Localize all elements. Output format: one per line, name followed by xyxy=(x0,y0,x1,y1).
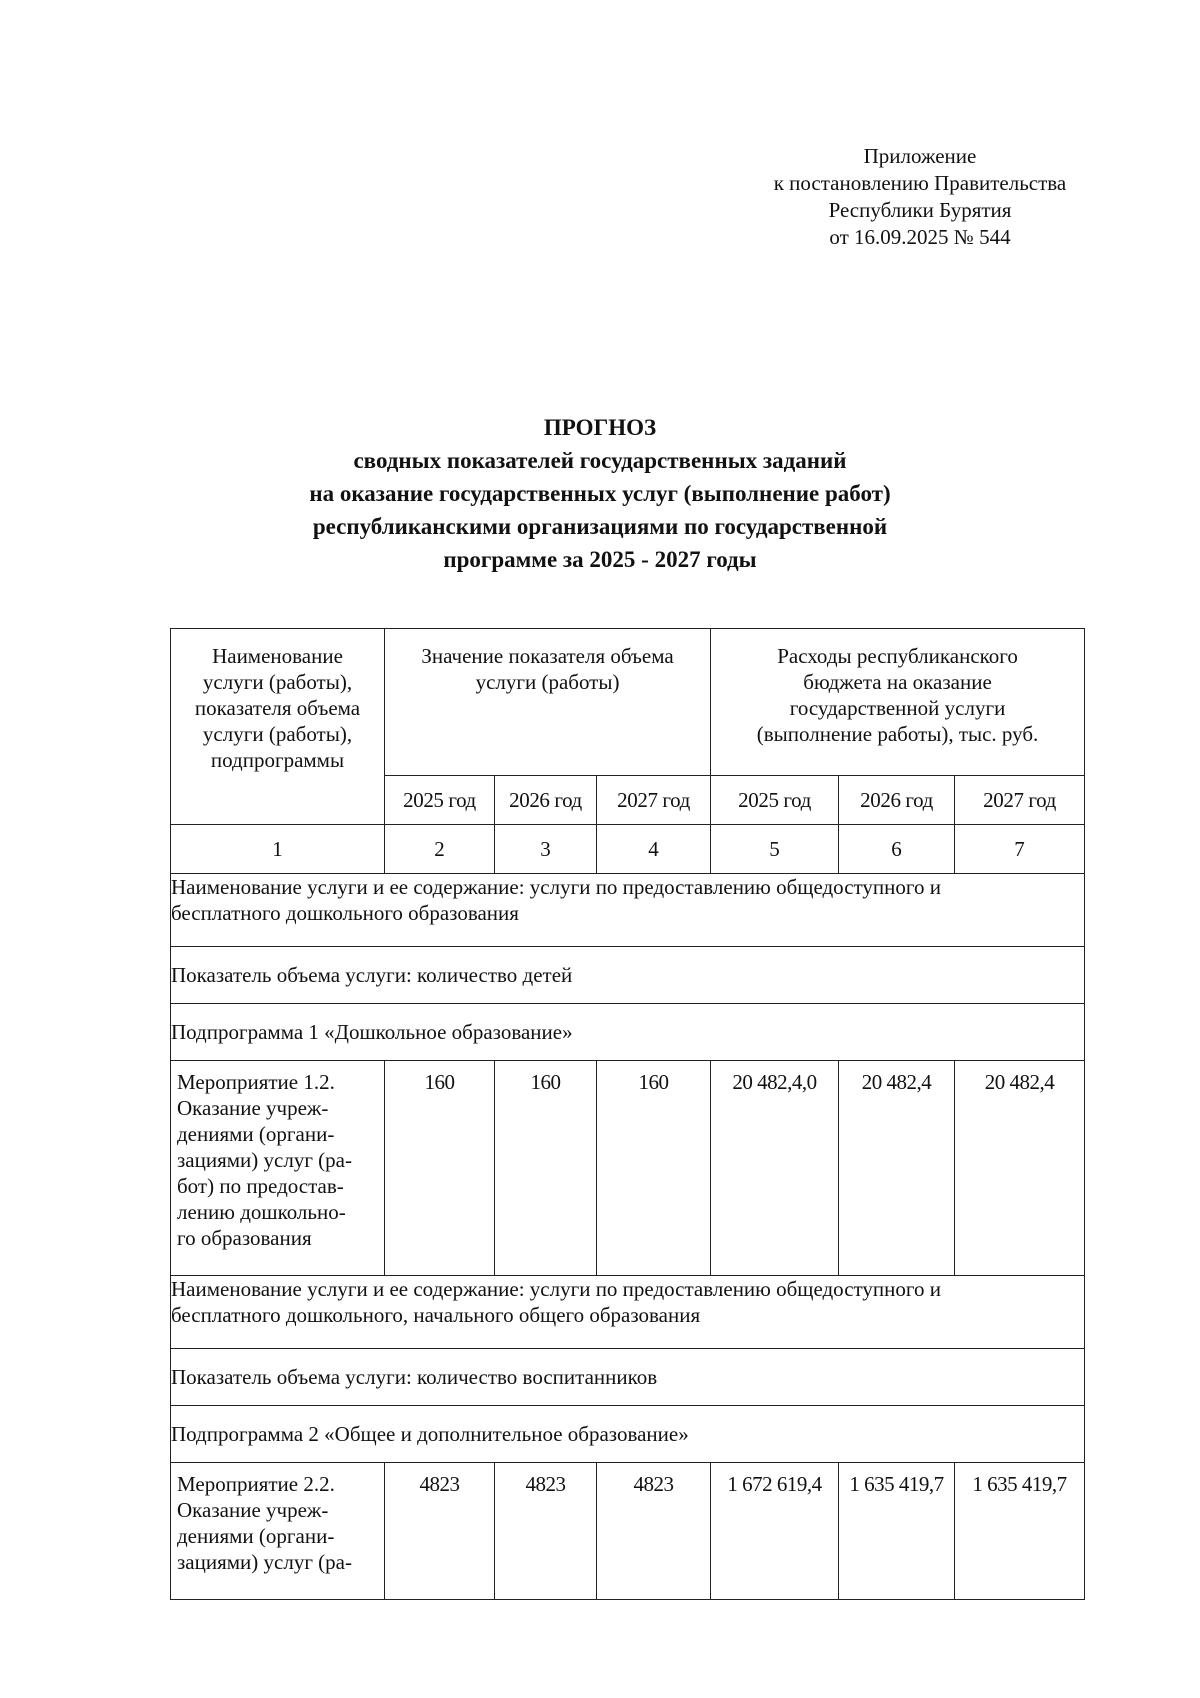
title-line: программе за 2025 - 2027 годы xyxy=(443,547,757,572)
event-line: Мероприятие 1.2. xyxy=(177,1070,335,1094)
value-cell: 4823 xyxy=(385,1463,495,1600)
service-line: Наименование услуги и ее содержание: услуги по предоставлению общедоступного и xyxy=(171,1277,941,1301)
column-number: 3 xyxy=(495,825,597,874)
table-header-row xyxy=(171,629,1085,776)
column-number: 1 xyxy=(171,825,385,874)
value-cell: 1 672 619,4 xyxy=(711,1463,839,1600)
header-line: Наименование xyxy=(212,644,343,668)
event-row xyxy=(171,1061,1085,1276)
title-line: сводных показателей государственных заданий xyxy=(353,448,847,473)
header-line: государственной услуги xyxy=(789,696,1006,720)
column-number: 7 xyxy=(955,825,1085,874)
year-cell: 2026 год xyxy=(839,776,955,825)
value-cell: 160 xyxy=(385,1061,495,1276)
value-cell: 4823 xyxy=(597,1463,711,1600)
title-line: на оказание государственных услуг (выполнение работ) xyxy=(309,481,891,506)
event-line: дениями (органи- xyxy=(177,1524,335,1548)
header-line: показателя объема xyxy=(194,696,361,720)
year-cell: 2026 год xyxy=(495,776,597,825)
event-name-cell xyxy=(171,1463,385,1600)
event-row xyxy=(171,1463,1085,1600)
service-name-cell xyxy=(171,874,1085,947)
column-number: 6 xyxy=(839,825,955,874)
event-name-cell xyxy=(171,1061,385,1276)
event-line: зациями) услуг (ра- xyxy=(177,1148,352,1172)
year-cell: 2025 год xyxy=(711,776,839,825)
indicator-row xyxy=(171,1349,1085,1406)
subprogram-row xyxy=(171,1406,1085,1463)
column-number: 4 xyxy=(597,825,711,874)
header-group-expenses xyxy=(711,629,1085,776)
value-cell: 20 482,4 xyxy=(955,1061,1085,1276)
service-line: бесплатного дошкольного, начального общего образования xyxy=(171,1303,701,1327)
event-line: зациями) услуг (ра- xyxy=(177,1550,352,1574)
event-line: Мероприятие 2.2. xyxy=(177,1472,335,1496)
appendix-line: Приложение xyxy=(863,144,977,168)
service-line: Наименование услуги и ее содержание: услуги по предоставлению общедоступного и xyxy=(171,875,941,899)
event-line: Оказание учреж- xyxy=(177,1096,329,1120)
event-line: Оказание учреж- xyxy=(177,1498,329,1522)
value-cell: 1 635 419,7 xyxy=(839,1463,955,1600)
event-line: бот) по предостав- xyxy=(177,1174,344,1198)
appendix-block xyxy=(740,143,1100,251)
column-number: 5 xyxy=(711,825,839,874)
value-cell: 160 xyxy=(495,1061,597,1276)
header-line: подпрограммы xyxy=(210,748,345,772)
indicator-cell: Показатель объема услуги: количество воспитанников xyxy=(171,1349,1085,1406)
appendix-line: от 16.09.2025 № 544 xyxy=(829,225,1011,249)
title-line: ПРОГНОЗ xyxy=(543,415,657,440)
column-number: 2 xyxy=(385,825,495,874)
service-line: бесплатного дошкольного образования xyxy=(171,901,519,925)
subprogram-cell: Подпрограмма 1 «Дошкольное образование» xyxy=(171,1004,1085,1061)
document-title xyxy=(150,411,1050,576)
header-line: услуги (работы), xyxy=(202,722,353,746)
indicator-row xyxy=(171,947,1085,1004)
header-line: бюджета на оказание xyxy=(803,670,992,694)
appendix-line: к постановлению Правительства xyxy=(773,171,1067,195)
header-group-indicator xyxy=(385,629,711,776)
header-col1 xyxy=(171,629,385,825)
value-cell: 4823 xyxy=(495,1463,597,1600)
value-cell: 20 482,4 xyxy=(839,1061,955,1276)
header-line: услуги (работы) xyxy=(475,670,620,694)
service-name-cell xyxy=(171,1276,1085,1349)
year-cell: 2025 год xyxy=(385,776,495,825)
header-line: Значение показателя объема xyxy=(421,644,674,668)
year-cell: 2027 год xyxy=(955,776,1085,825)
subprogram-row xyxy=(171,1004,1085,1061)
event-line: лению дошкольно- xyxy=(177,1200,346,1224)
header-line: услуги (работы), xyxy=(202,670,353,694)
title-line: республиканскими организациями по государственной xyxy=(312,514,888,539)
subprogram-cell: Подпрограмма 2 «Общее и дополнительное образование» xyxy=(171,1406,1085,1463)
event-line: дениями (органи- xyxy=(177,1122,335,1146)
header-line: (выполнение работы), тыс. руб. xyxy=(756,722,1039,746)
event-line: го образования xyxy=(177,1226,312,1250)
indicator-cell: Показатель объема услуги: количество детей xyxy=(171,947,1085,1004)
value-cell: 20 482,4,0 xyxy=(711,1061,839,1276)
service-row xyxy=(171,874,1085,947)
table-column-numbers-row xyxy=(171,825,1085,874)
year-cell: 2027 год xyxy=(597,776,711,825)
appendix-line: Республики Бурятия xyxy=(828,198,1012,222)
value-cell: 1 635 419,7 xyxy=(955,1463,1085,1600)
value-cell: 160 xyxy=(597,1061,711,1276)
service-row xyxy=(171,1276,1085,1349)
forecast-table xyxy=(170,628,1085,1600)
header-line: Расходы республиканского xyxy=(777,644,1018,668)
